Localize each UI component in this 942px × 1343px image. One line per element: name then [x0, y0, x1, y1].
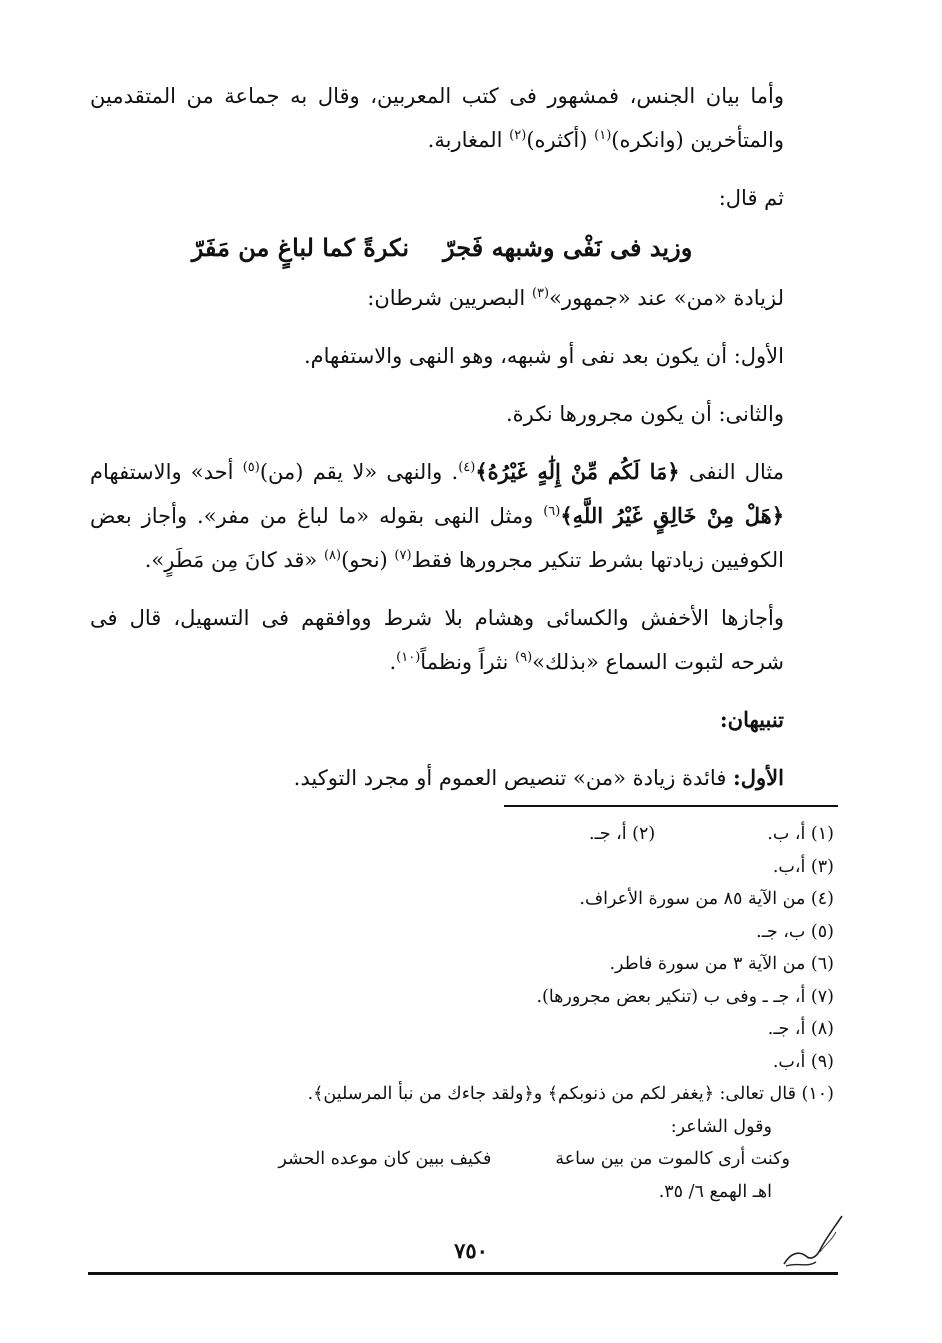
footnote-10-continuation: وقول الشاعر:: [670, 1116, 772, 1137]
paragraph-1: وأما بيان الجنس، فمشهور فى كتب المعربين، وقال به جماعة من المتقدمين والمتأخرين (وانكره)$^{(١)}$ (أكثره)$^{(٢)}$ المغاربة.: [90, 84, 784, 152]
poem-second-hemistich: فكيف ببين كان موعده الحشر: [278, 1149, 492, 1169]
paragraph-8: الأول: فائدة زيادة «من» تنصيص العموم أو مجرد التوكيد.: [293, 765, 784, 790]
bottom-rule: [88, 1272, 838, 1275]
footnote-ref-4: (٤): [458, 460, 476, 475]
paragraph-7: وأجازها الأخفش والكسائى وهشام بلا شرط ووافقهم فى التسهيل، قال فى شرحه لثبوت السماع «بذلك»$^{(٩)}$ نثراً ونظماً$^{(١٠)}$.: [90, 606, 784, 674]
footnote-4: (٤) من الآية ٨٥ من سورة الأعراف.: [579, 889, 834, 909]
footnote-ref-10: (١٠): [396, 650, 421, 665]
verse-first-hemistich: وزيد فى نَفْى وشبهه فَجرّ: [443, 233, 693, 262]
footnote-ref-1: (١): [594, 128, 612, 143]
main-text: [90, 74, 834, 800]
footnote-3: (٣) أ،ب.: [772, 856, 834, 877]
footnote-6: (٦) من الآية ٣ من سورة فاطر.: [609, 954, 834, 974]
footnote-separator: [504, 805, 838, 807]
footnote-ref-9: (٩): [515, 650, 533, 665]
footnote-5: (٥) ب، جـ.: [756, 921, 834, 942]
paragraph-5: والثانى: أن يكون مجرورها نكرة.: [505, 402, 784, 426]
footnote-ref-3: (٣): [531, 286, 550, 301]
footnote-ref-7: (٧): [394, 548, 412, 563]
footnote-7: (٧) أ، جـ ـ وفى ب (تنكير بعض مجرورها).: [536, 986, 834, 1007]
paragraph-4: الأول: أن يكون بعد نفى أو شبهه، وهو النهى والاستفهام.: [303, 344, 784, 368]
footnote-9: (٩) أ،ب.: [772, 1051, 834, 1072]
verse-line: [90, 226, 834, 270]
footnote-ref-2: (٢): [509, 128, 527, 143]
footnote-8: (٨) أ، جـ.: [767, 1019, 834, 1039]
footnote-ref-8: (٨): [323, 548, 342, 563]
footnote-10: (١٠) قال تعالى: ﴿يغفر لكم من ذنوبكم﴾ و﴿ولقد جاءك من نبأ المرسلين﴾.: [307, 1084, 834, 1104]
footnote-poem: [94, 1143, 834, 1176]
footnotes: [94, 818, 834, 1208]
footnote-2: (٢) أ، جـ.: [589, 824, 656, 844]
section-heading: تنبيهان:: [719, 707, 784, 732]
paragraph-3: لزيادة «من» عند «جمهور»$^{(٣)}$ البصريين شرطان:: [367, 286, 784, 310]
page-number: ٧٥٠: [454, 1238, 488, 1263]
paragraph-2: ثم قال:: [718, 186, 784, 210]
verse-second-hemistich: نكرةً كما لباغٍ من مَفَرّ: [191, 233, 410, 262]
footnote-1: (١) أ، ب.: [767, 824, 834, 844]
footnote-ref-5: (٥): [242, 460, 260, 475]
quran-quote-2: ﴿هَلْ مِنْ خَالِقٍ غَيْرُ اللَّهِ﴾: [560, 503, 784, 528]
quran-quote-1: ﴿مَا لَكُم مِّنْ إِلَٰهٍ غَيْرُهُ﴾: [475, 459, 680, 484]
footnote-source: اهـ الهمع ٦/ ٣٥.: [658, 1181, 772, 1202]
paragraph-6: مثال النفى ﴿مَا لَكُم مِّنْ إِلَٰهٍ غَيْرُهُ﴾$^{(٤)}$. والنهى «لا يقم (من)$^{(٥)}$ أحد» والاستفهام ﴿هَلْ مِنْ خَالِقٍ غَيْرُ اللَّهِ﴾$^{(٦)}$ ومثل النهى بقوله «ما لباغ من مفر». وأجاز بعض الكوفيين زيادتها بشرط تنكير مجرورها فقط$^{(٧)}$ (نحو)$^{(٨)}$ «قد كانَ مِن مَطَرٍ».: [90, 459, 784, 572]
poem-first-hemistich: وكنت أرى كالموت من بين ساعة: [555, 1149, 790, 1169]
footnote-1-2: [94, 818, 834, 851]
footnote-ref-6: (٦): [543, 504, 561, 519]
